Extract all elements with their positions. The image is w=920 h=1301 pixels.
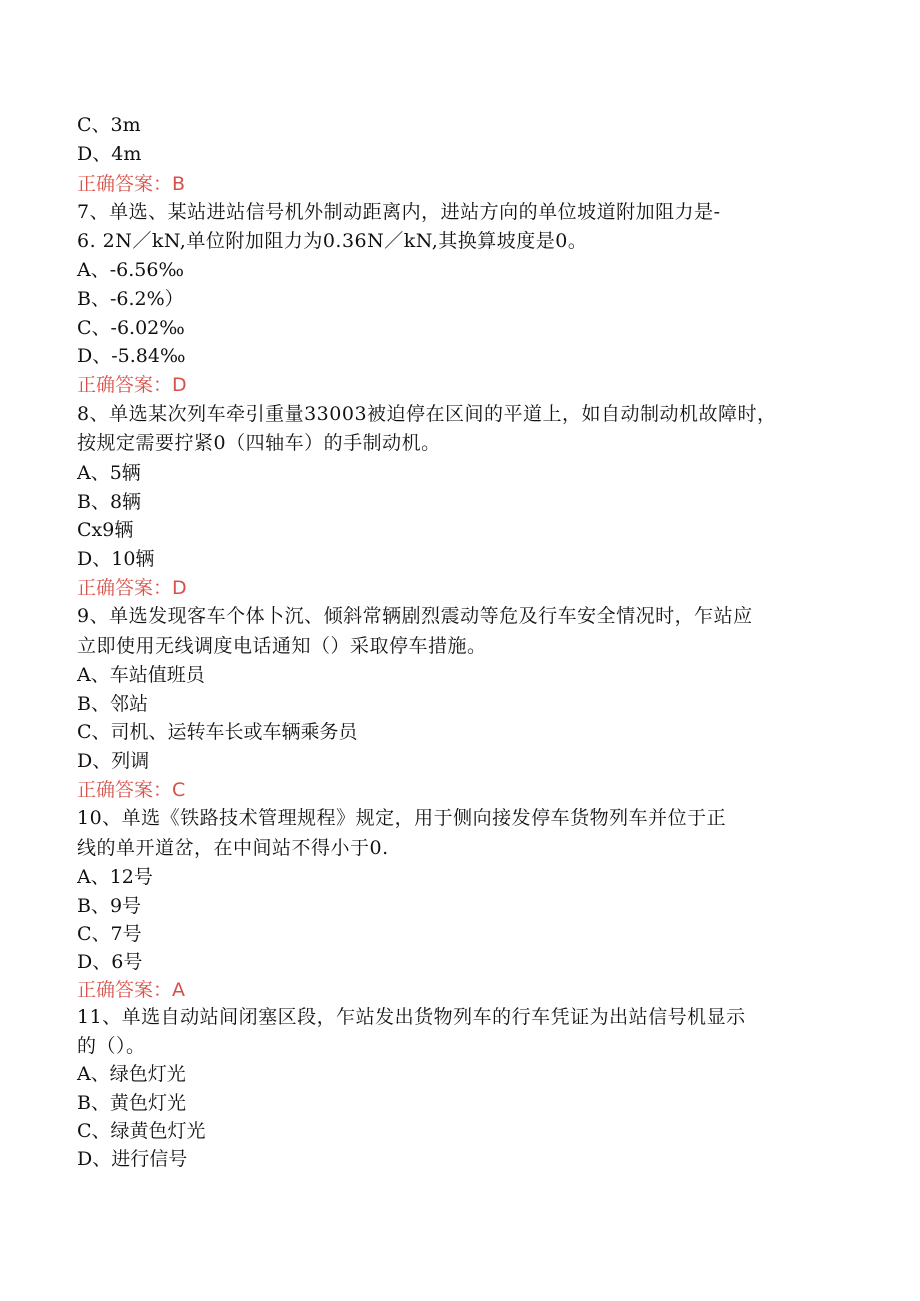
question-9-option-a: A、车站值班员: [77, 664, 205, 686]
question-8-answer: 正确答案：D: [77, 577, 187, 599]
question-7-answer: 正确答案：D: [77, 374, 187, 396]
question-10-option-d: D、6号: [77, 951, 143, 973]
option-d: D、4m: [77, 143, 142, 165]
question-11-option-d: D、进行信号: [77, 1148, 188, 1170]
question-10-option-c: C、7号: [77, 923, 142, 945]
question-7-option-d: D、-5.84‰: [77, 345, 186, 367]
question-9-option-d: D、列调: [77, 750, 150, 772]
question-9-stem-line2: 立即使用无线调度电话通知（）采取停车措施。: [77, 635, 487, 657]
question-7-stem-line2: 6. 2N／kN,单位附加阻力为0.36N／kN,其换算坡度是0。: [77, 230, 588, 252]
question-8-stem-line2: 按规定需要拧紧0（四轴车）的手制动机。: [77, 432, 441, 454]
question-11-stem-line1: 11、单选自动站间闭塞区段，乍站发出货物列车的行车凭证为出站信号机显示: [77, 1006, 746, 1028]
question-8-option-c: Cx9辆: [77, 519, 134, 541]
question-8-option-a: A、5辆: [77, 462, 141, 484]
question-8-option-b: B、8辆: [77, 491, 142, 513]
question-7-stem-line1: 7、单选、某站进站信号机外制动距离内，进站方向的单位坡道附加阻力是-: [77, 201, 721, 223]
question-8-stem-line1: 8、单选某次列车牵引重量33003被迫停在区间的平道上，如自动制动机故障时，: [77, 403, 777, 425]
question-10-answer: 正确答案：A: [77, 979, 185, 1001]
question-7-option-b: B、-6.2%）: [77, 288, 184, 310]
question-10-stem-line2: 线的单开道岔，在中间站不得小于0.: [77, 837, 389, 859]
question-10-option-b: B、9号: [77, 895, 142, 917]
question-9-answer: 正确答案：C: [77, 779, 186, 801]
question-11-option-b: B、黄色灯光: [77, 1092, 186, 1114]
correct-answer: 正确答案：B: [77, 173, 186, 195]
question-7-option-a: A、-6.56‰: [77, 259, 184, 281]
question-11-option-c: C、绿黄色灯光: [77, 1120, 206, 1142]
question-10-stem-line1: 10、单选《铁路技术管理规程》规定，用于侧向接发停车货物列车并位于正: [77, 807, 727, 829]
question-9-option-b: B、邻站: [77, 693, 148, 715]
option-c: C、3m: [77, 114, 141, 136]
question-7-option-c: C、-6.02‰: [77, 317, 185, 339]
question-11-stem-line2: 的（）。: [77, 1035, 146, 1057]
question-8-option-d: D、10辆: [77, 548, 155, 570]
question-11-option-a: A、绿色灯光: [77, 1063, 186, 1085]
question-9-stem-line1: 9、单选发现客车个体卜沉、倾斜常辆剧烈震动等危及行车安全情况时，乍站应: [77, 605, 753, 627]
question-9-option-c: C、司机、运转车长或车辆乘务员: [77, 721, 358, 743]
question-10-option-a: A、12号: [77, 866, 153, 888]
